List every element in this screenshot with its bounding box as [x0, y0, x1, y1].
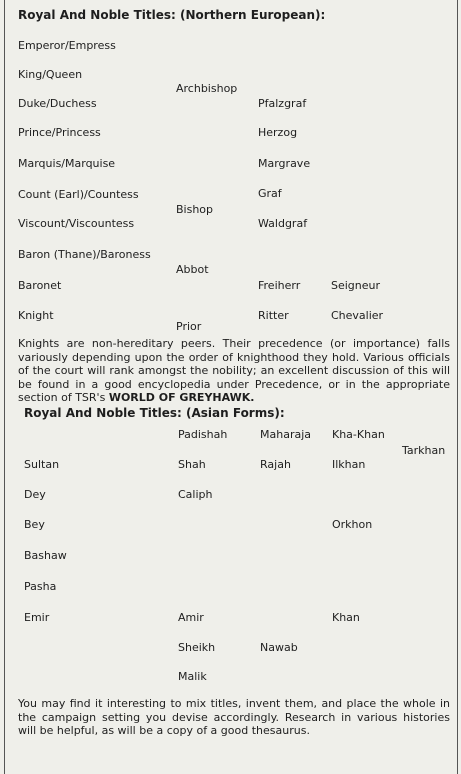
title-malik: Malik: [178, 670, 207, 683]
title-sheikh: Sheikh: [178, 641, 216, 654]
paragraph-knights: [18, 337, 450, 405]
title-seigneur: Seigneur: [331, 279, 381, 292]
title-count: Count (Earl)/Countess: [18, 188, 139, 201]
title-orkhon: Orkhon: [332, 518, 373, 531]
title-chevalier: Chevalier: [331, 309, 384, 322]
title-ilkhan: Ilkhan: [332, 458, 366, 471]
title-tarkhan: Tarkhan: [402, 444, 446, 457]
left-border-rule: [4, 0, 5, 774]
title-abbot: Abbot: [176, 263, 209, 276]
title-freiherr: Freiherr: [258, 279, 301, 292]
paragraph-closing: You may find it interesting to mix titles, invent them, and place the whole in the campaign setting you devise accordingly. Research in various histories will be helpful, as will be a copy of a good thesaurus.: [18, 697, 450, 737]
title-pasha: Pasha: [24, 580, 57, 593]
section-heading-northern-european: Royal And Noble Titles: (Northern European):: [18, 8, 326, 22]
title-amir: Amir: [178, 611, 204, 624]
title-rajah: Rajah: [260, 458, 291, 471]
title-baron: Baron (Thane)/Baroness: [18, 248, 151, 261]
title-caliph: Caliph: [178, 488, 213, 501]
title-baronet: Baronet: [18, 279, 62, 292]
title-sultan: Sultan: [24, 458, 60, 471]
title-prior: Prior: [176, 320, 202, 333]
title-emperor: Emperor/Empress: [18, 39, 116, 52]
title-khan: Khan: [332, 611, 360, 624]
title-nawab: Nawab: [260, 641, 298, 654]
title-herzog: Herzog: [258, 126, 298, 139]
title-king: King/Queen: [18, 68, 83, 81]
title-pfalzgraf: Pfalzgraf: [258, 97, 307, 110]
title-kha-khan: Kha-Khan: [332, 428, 385, 441]
title-knight: Knight: [18, 309, 54, 322]
title-margrave: Margrave: [258, 157, 311, 170]
title-marquis: Marquis/Marquise: [18, 157, 116, 170]
title-bishop: Bishop: [176, 203, 214, 216]
title-viscount: Viscount/Viscountess: [18, 217, 135, 230]
title-duke: Duke/Duchess: [18, 97, 97, 110]
title-graf: Graf: [258, 187, 282, 200]
title-ritter: Ritter: [258, 309, 289, 322]
title-emir: Emir: [24, 611, 50, 624]
title-bashaw: Bashaw: [24, 549, 67, 562]
section-heading-asian-forms: Royal And Noble Titles: (Asian Forms):: [24, 406, 285, 420]
world-of-greyhawk-title: WORLD OF GREYHAWK.: [108, 391, 255, 404]
title-dey: Dey: [24, 488, 46, 501]
title-padishah: Padishah: [178, 428, 228, 441]
title-bey: Bey: [24, 518, 45, 531]
title-prince: Prince/Princess: [18, 126, 101, 139]
title-archbishop: Archbishop: [176, 82, 238, 95]
title-shah: Shah: [178, 458, 206, 471]
right-border-rule: [457, 0, 458, 774]
paragraph-knights-text: Knights are non-hereditary peers. Their precedence (or importance) falls variously depending upon the order of knighthood they hold. Various officials of the court will rank amongst the nobility; an excellent discussion of this will be found in a good encyclopedia under Precedence, or in the appropriate section of TSR's: [18, 337, 450, 404]
title-waldgraf: Waldgraf: [258, 217, 308, 230]
title-maharaja: Maharaja: [260, 428, 312, 441]
